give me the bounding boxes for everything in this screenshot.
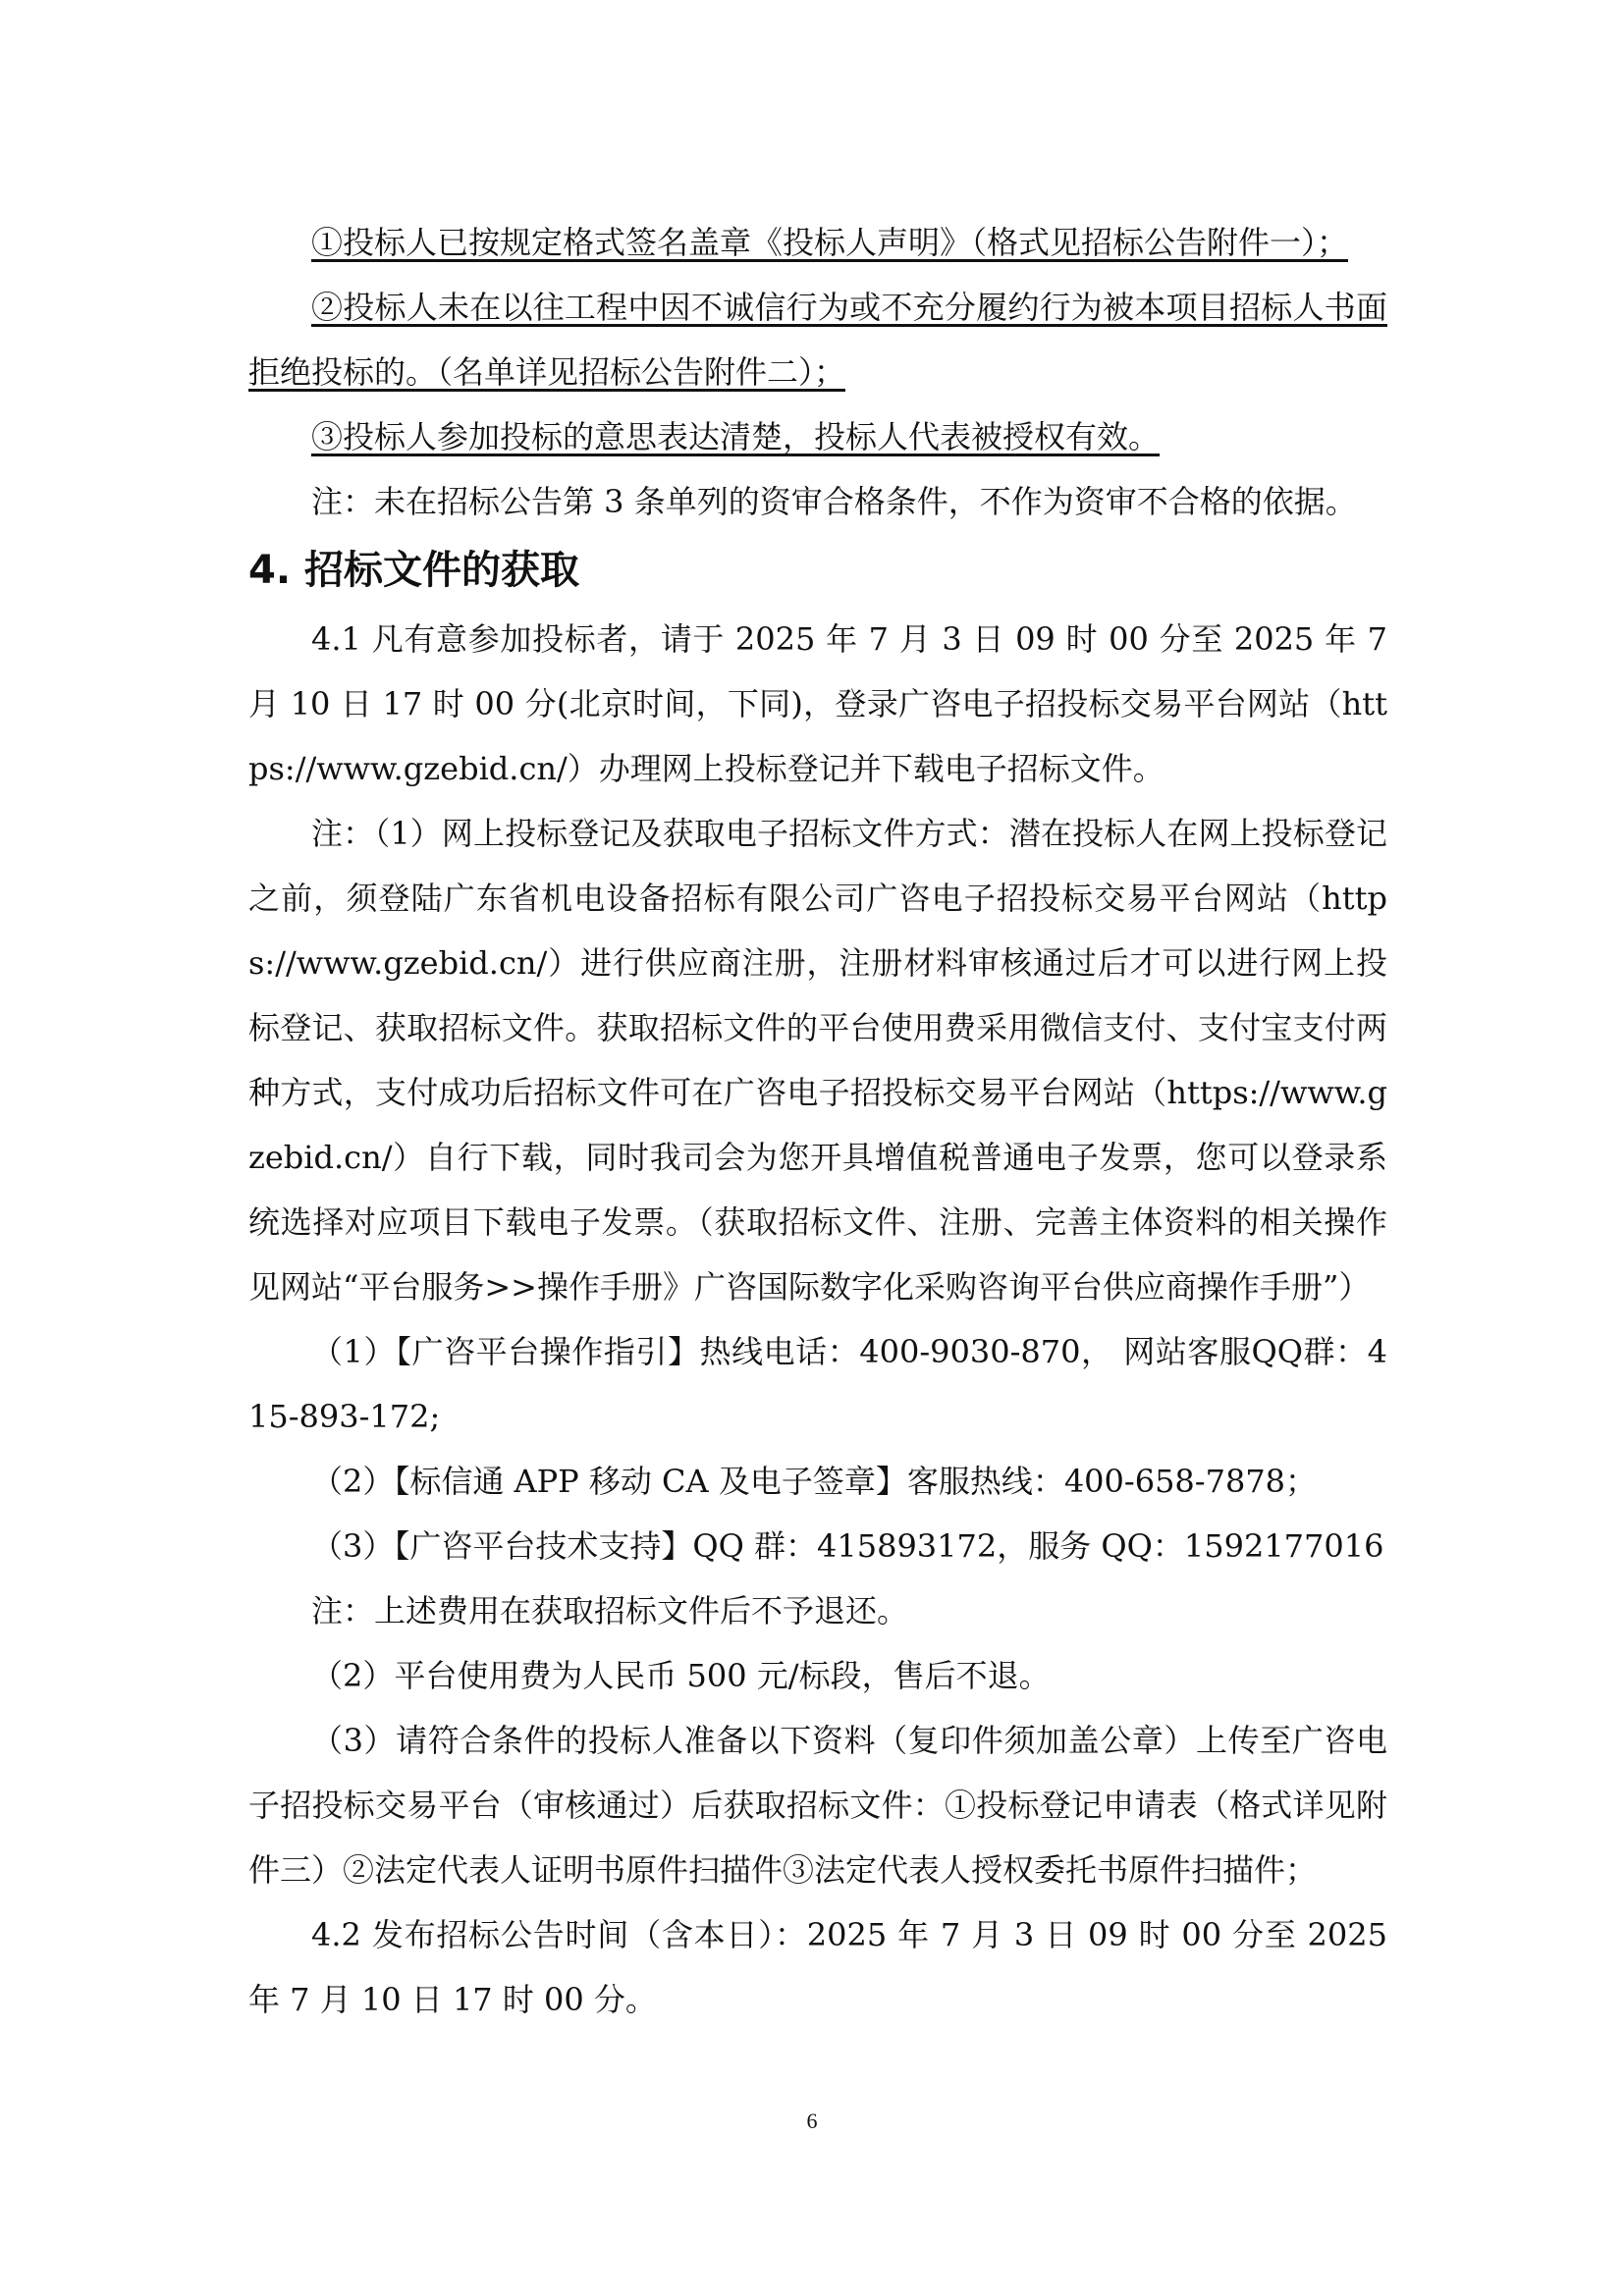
list-item: ①投标人已按规定格式签名盖章《投标人声明》（格式见招标公告附件一）； (311, 224, 1349, 261)
paragraph-4-1: 4.1 凡有意参加投标者，请于 2025 年 7 月 3 日 09 时 00 分至 2025 年 7 月 10 日 17 时 00 分(北京时间，下同)，登录广咨电子招投标交易平台网站（https://www.gzebid.cn/）办理网上投标登记并下载电子招标文件。 (248, 620, 1387, 787)
note-registration: 注：（1）网上投标登记及获取电子招标文件方式：潜在投标人在网上投标登记之前，须登陆广东省机电设备招标有限公司广咨电子招投标交易平台网站（https://www.gzebid.cn/）进行供应商注册，注册材料审核通过后才可以进行网上投标登记、获取招标文件。获取招标文件的平台使用费采用微信支付、支付宝支付两种方式，支付成功后招标文件可在广咨电子招投标交易平台网站（https://www.gzebid.cn/）自行下载，同时我司会为您开具增值税普通电子发票，您可以登录系统选择对应项目下载电子发票。（获取招标文件、注册、完善主体资料的相关操作见网站“平台服务>>操作手册》广咨国际数字化采购咨询平台供应商操作手册”） (248, 815, 1387, 1306)
refund-note: 注：上述费用在获取招标文件后不予退还。 (311, 1592, 909, 1629)
list-item: ③投标人参加投标的意思表达清楚，投标人代表被授权有效。 (311, 418, 1161, 455)
fee-paragraph: （2）平台使用费为人民币 500 元/标段，售后不退。 (311, 1657, 1051, 1694)
contact-line: （1）【广咨平台操作指引】热线电话：400-9030-870， 网站客服QQ群：415-893-172; (248, 1333, 1387, 1435)
page-number: 6 (806, 2109, 818, 2133)
contact-line: （2）【标信通 APP 移动 CA 及电子签章】客服热线：400-658-7878； (311, 1463, 1318, 1500)
paragraph-4-2: 4.2 发布招标公告时间（含本日）：2025 年 7 月 3 日 09 时 00 分至 2025 年 7 月 10 日 17 时 00 分。 (248, 1916, 1387, 2018)
section-heading: 4. 招标文件的获取 (248, 548, 579, 593)
documents-paragraph: （3）请符合条件的投标人准备以下资料（复印件须加盖公章）上传至广咨电子招投标交易平台（审核通过）后获取招标文件：①投标登记申请表（格式详见附件三）②法定代表人证明书原件扫描件③法定代表人授权委托书原件扫描件； (248, 1722, 1387, 1889)
contact-line: （3）【广咨平台技术支持】QQ 群：415893172，服务 QQ：1592177016 (311, 1527, 1384, 1565)
document-body (248, 210, 1387, 2032)
intro-note: 注：未在招标公告第 3 条单列的资审合格条件，不作为资审不合格的依据。 (311, 483, 1357, 520)
list-item: ②投标人未在以往工程中因不诚信行为或不充分履约行为被本项目招标人书面拒绝投标的。（名单详见招标公告附件二）； (248, 289, 1387, 391)
